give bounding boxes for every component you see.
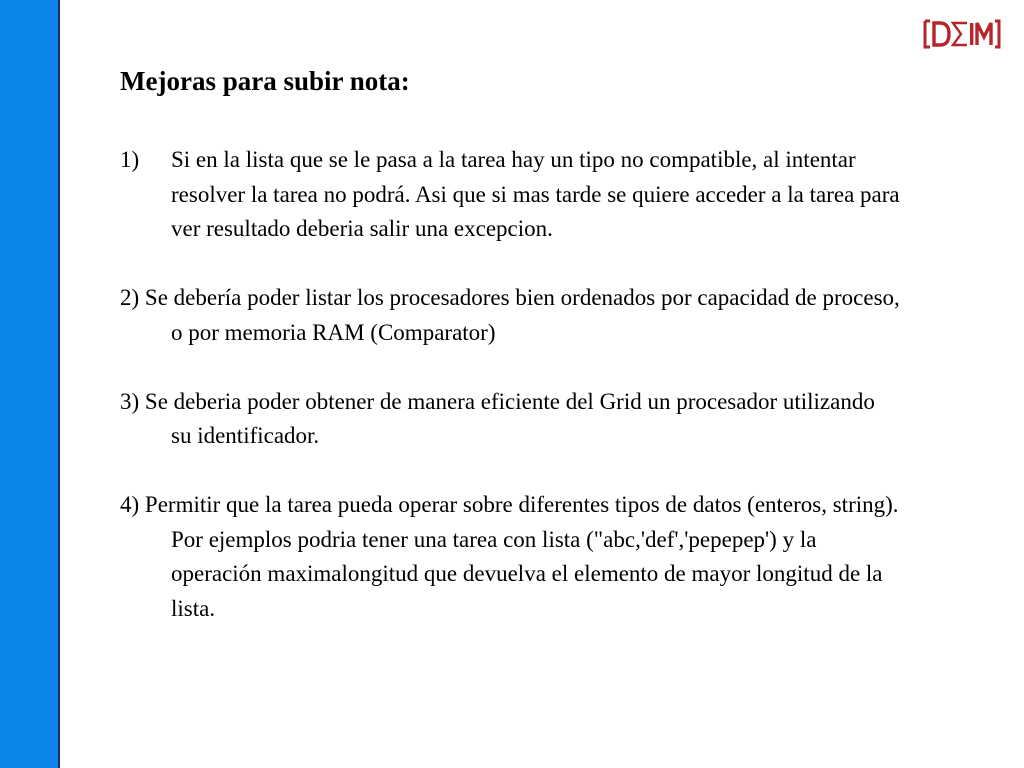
dsim-logo — [922, 16, 1002, 52]
list-item-1 — [120, 143, 900, 247]
list-item-3: 3) Se deberia poder obtener de manera eficiente del Grid un procesador utilizando su identificador. — [120, 388, 875, 448]
list-item-4: 4) Permitir que la tarea pueda operar sobre diferentes tipos de datos (enteros, string). Por ejemplos podria tener una tarea con lista ("abc,'def','pepepep') y la operación maximalongitud que devuelva el elemento de mayor longitud de la lista. — [120, 492, 899, 621]
list-spacer — [120, 350, 900, 385]
list-item-text: Si en la lista que se le pasa a la tarea hay un tipo no compatible, al intentar resolver la tarea no podrá. Asi que si mas tarde se quiere acceder a la tarea para ver resultado deberia salir una excepcion. — [171, 147, 900, 241]
list-spacer — [120, 454, 900, 489]
list-item-number: 1) — [120, 147, 140, 172]
side-accent-bar — [0, 0, 60, 768]
list-item-2: 2) Se debería poder listar los procesadores bien ordenados por capacidad de proceso, o por memoria RAM (Comparator) — [120, 285, 900, 345]
list-spacer — [120, 247, 900, 282]
slide-title: Mejoras para subir nota: — [120, 66, 410, 96]
improvements-list — [120, 143, 900, 626]
